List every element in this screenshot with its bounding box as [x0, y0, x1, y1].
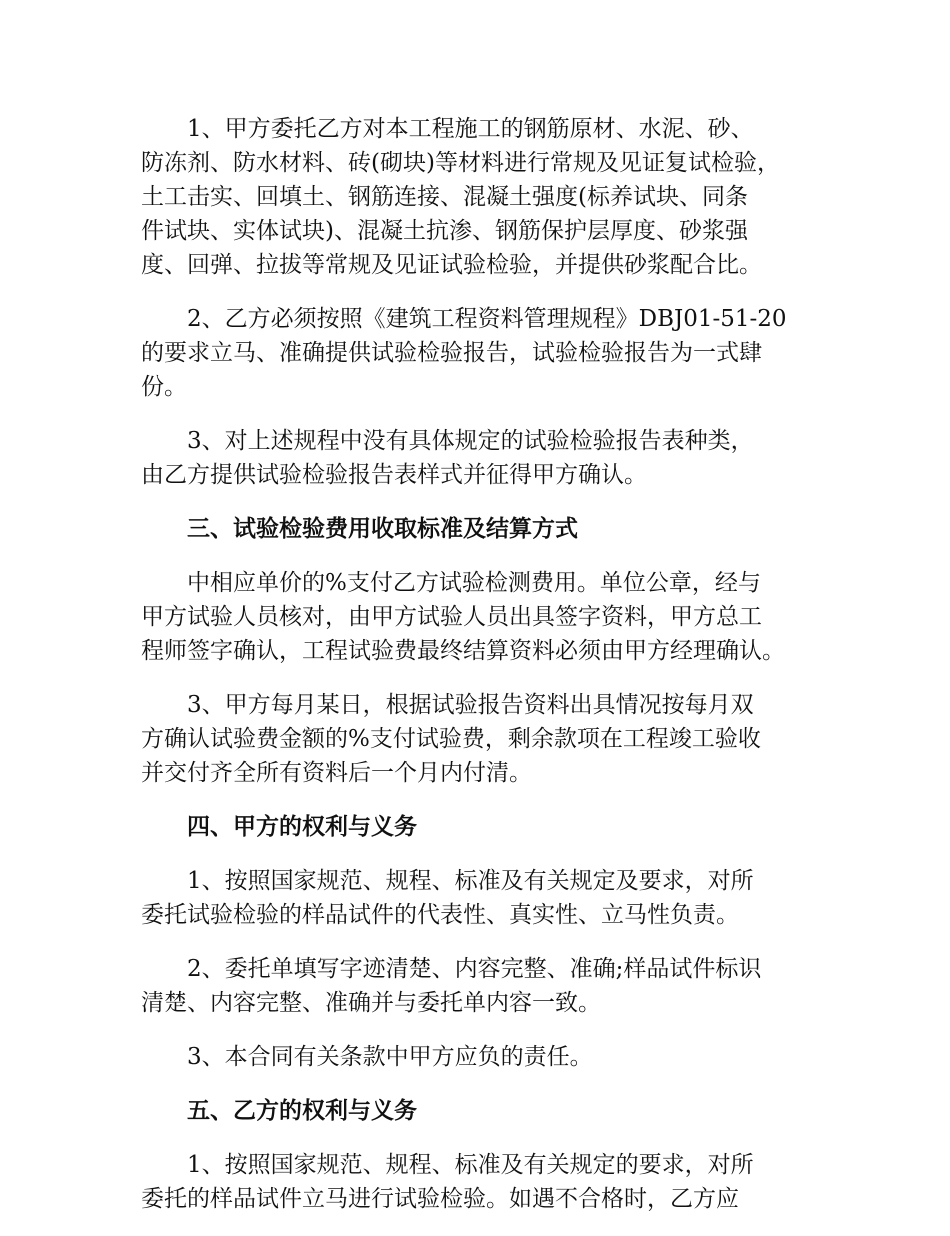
- paragraph: [141, 424, 841, 492]
- text-line: 1、按照国家规范、规程、标准及有关规定及要求，对所: [187, 868, 754, 894]
- text-line: 由乙方提供试验检验报告表样式并征得甲方确认。: [141, 462, 647, 488]
- text-line: 甲方试验人员核对，由甲方试验人员出具签字资料，甲方总工: [141, 604, 762, 630]
- text-line: 清楚、内容完整、准确并与委托单内容一致。: [141, 990, 601, 1016]
- paragraph: [141, 1148, 841, 1216]
- paragraph: [141, 1040, 841, 1074]
- paragraph: [141, 112, 841, 282]
- text-line: 的要求立马、准确提供试验检验报告，试验检验报告为一式肆: [141, 340, 762, 366]
- text-line: 2、委托单填写字迹清楚、内容完整、准确;样品试件标识: [187, 956, 762, 982]
- text-line: 2、乙方必须按照《建筑工程资料管理规程》DBJ01-51-20: [187, 306, 787, 332]
- text-line: 1、按照国家规范、规程、标准及有关规定的要求，对所: [187, 1152, 754, 1178]
- text-line: 程师签字确认，工程试验费最终结算资料必须由甲方经理确认。: [141, 638, 785, 664]
- text-line: 防冻剂、防水材料、砖(砌块)等材料进行常规及见证复试检验，: [141, 150, 780, 176]
- text-line: 1、甲方委托乙方对本工程施工的钢筋原材、水泥、砂、: [187, 116, 754, 142]
- text-line: 土工击实、回填土、钢筋连接、混凝土强度(标养试块、同条: [141, 184, 748, 210]
- paragraph: [141, 952, 841, 1020]
- text-line: 度、回弹、拉拔等常规及见证试验检验，并提供砂浆配合比。: [141, 252, 762, 278]
- text-line: 3、对上述规程中没有具体规定的试验检验报告表种类，: [187, 428, 754, 454]
- section-heading: 五、乙方的权利与义务: [187, 1097, 417, 1124]
- text-line: 3、甲方每月某日，根据试验报告资料出具情况按每月双: [187, 692, 754, 718]
- paragraph: [141, 566, 841, 668]
- text-line: 并交付齐全所有资料后一个月内付清。: [141, 760, 532, 786]
- text-line: 委托的样品试件立马进行试验检验。如遇不合格时，乙方应: [141, 1186, 739, 1212]
- text-line: 件试块、实体试块)、混凝土抗渗、钢筋保护层厚度、砂浆强: [141, 218, 748, 244]
- section-heading: 四、甲方的权利与义务: [187, 813, 417, 840]
- document-page: [141, 112, 841, 1236]
- text-line: 中相应单价的%支付乙方试验检测费用。单位公章，经与: [187, 570, 761, 596]
- section-heading: 三、试验检验费用收取标准及结算方式: [187, 515, 578, 542]
- paragraph: [141, 688, 841, 790]
- text-line: 3、本合同有关条款中甲方应负的责任。: [187, 1044, 593, 1070]
- text-line: 方确认试验费金额的%支付试验费，剩余款项在工程竣工验收: [141, 726, 761, 752]
- paragraph: [141, 302, 841, 404]
- text-line: 委托试验检验的样品试件的代表性、真实性、立马性负责。: [141, 902, 739, 928]
- paragraph: [141, 864, 841, 932]
- text-line: 份。: [141, 374, 187, 400]
